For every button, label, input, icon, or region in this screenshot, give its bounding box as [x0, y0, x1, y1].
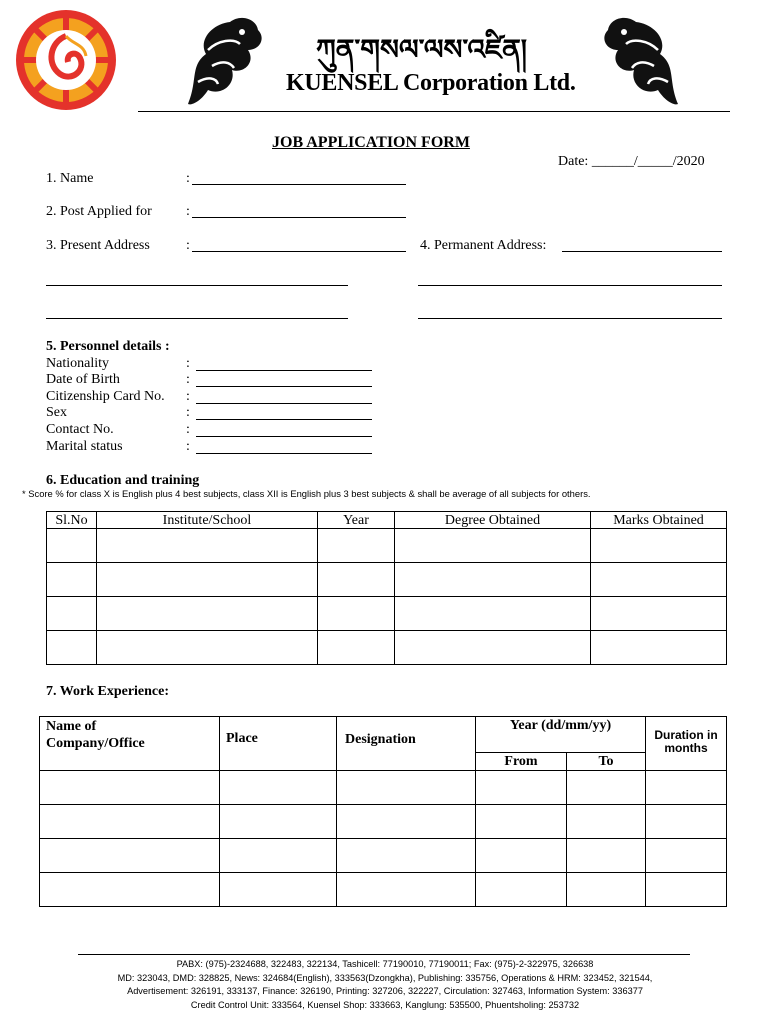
cid-field[interactable] [196, 403, 372, 404]
table-cell[interactable] [646, 805, 727, 839]
table-cell[interactable] [97, 529, 318, 563]
table-cell[interactable] [97, 563, 318, 597]
footer-line-4: Credit Control Unit: 333564, Kuensel Shop: 333663, Kanglung: 535500, Phuentsholing: 253732 [190, 999, 580, 1010]
table-cell[interactable] [318, 597, 395, 631]
sex-field[interactable] [196, 419, 372, 420]
header-divider [138, 111, 730, 112]
post-field[interactable] [192, 217, 406, 218]
name-colon: : [186, 171, 190, 186]
table-cell[interactable] [395, 597, 591, 631]
table-cell[interactable] [318, 563, 395, 597]
table-cell[interactable] [567, 805, 646, 839]
table-cell[interactable] [47, 631, 97, 665]
work-col-designation: Designation [337, 717, 476, 771]
footer-contacts [0, 958, 770, 1012]
table-cell[interactable] [476, 771, 567, 805]
sex-label: Sex [46, 405, 67, 420]
footer-line-2: MD: 323043, DMD: 328825, News: 324684(English), 333563(Dzongkha), Publishing: 335756, Operations & HRM: 323452, 321544, [117, 972, 653, 983]
contact-field[interactable] [196, 436, 372, 437]
work-col-company-line2: Company/Office [46, 736, 145, 751]
work-col-company [40, 717, 220, 771]
table-row [47, 563, 727, 597]
company-logo [14, 8, 118, 112]
table-cell[interactable] [97, 597, 318, 631]
table-cell[interactable] [97, 631, 318, 665]
table-cell[interactable] [40, 771, 220, 805]
dob-colon: : [186, 372, 190, 387]
work-col-year: Year (dd/mm/yy) [476, 717, 646, 753]
contact-label: Contact No. [46, 422, 114, 437]
tibetan-company-name: ཀུན་གསལ་ལས་འཛིན། [316, 33, 528, 66]
present-address-colon: : [186, 238, 190, 253]
cid-label: Citizenship Card No. [46, 389, 165, 404]
contact-colon: : [186, 422, 190, 437]
table-cell[interactable] [395, 529, 591, 563]
table-cell[interactable] [395, 631, 591, 665]
table-cell[interactable] [337, 839, 476, 873]
education-heading: 6. Education and training [46, 473, 200, 488]
table-cell[interactable] [47, 597, 97, 631]
dob-field[interactable] [196, 386, 372, 387]
table-cell[interactable] [646, 873, 727, 907]
permanent-address-field-3[interactable] [418, 318, 722, 319]
table-cell[interactable] [395, 563, 591, 597]
table-cell[interactable] [220, 771, 337, 805]
table-cell[interactable] [337, 771, 476, 805]
nationality-field[interactable] [196, 370, 372, 371]
present-address-field-1[interactable] [192, 251, 406, 252]
work-col-duration [646, 717, 727, 771]
footer-line-1: PABX: (975)-2324688, 322483, 322134, Tashicell: 77190010, 77190011; Fax: (975)-2-322975, 326638 [176, 959, 594, 969]
post-colon: : [186, 204, 190, 219]
permanent-address-field-2[interactable] [418, 285, 722, 286]
form-title: JOB APPLICATION FORM [272, 134, 470, 151]
table-cell[interactable] [591, 631, 727, 665]
sex-colon: : [186, 405, 190, 420]
table-cell[interactable] [40, 805, 220, 839]
education-col-slno: Sl.No [47, 512, 97, 529]
dragon-left-emblem [178, 10, 268, 108]
education-col-degree: Degree Obtained [395, 512, 591, 529]
present-address-field-2[interactable] [46, 285, 348, 286]
table-cell[interactable] [591, 597, 727, 631]
nationality-colon: : [186, 356, 190, 371]
company-name: KUENSEL Corporation Ltd. [286, 70, 576, 96]
work-heading: 7. Work Experience: [46, 684, 170, 699]
table-cell[interactable] [476, 873, 567, 907]
table-cell[interactable] [318, 631, 395, 665]
education-col-institute: Institute/School [97, 512, 318, 529]
table-row [47, 529, 727, 563]
footer-line-3: Advertisement: 326191, 333137, Finance: 326190, Printing: 327206, 322227, Circulation: 327463, Information System: 336377 [127, 986, 643, 996]
dragon-right-emblem [596, 10, 688, 108]
work-col-duration-line2: months [664, 740, 708, 755]
table-row [40, 771, 727, 805]
table-cell[interactable] [337, 873, 476, 907]
table-cell[interactable] [47, 563, 97, 597]
table-row [40, 805, 727, 839]
marital-label: Marital status [46, 439, 123, 454]
post-label: 2. Post Applied for [46, 204, 152, 219]
table-cell[interactable] [567, 771, 646, 805]
table-row [47, 597, 727, 631]
table-row [47, 631, 727, 665]
table-cell[interactable] [337, 805, 476, 839]
table-cell[interactable] [220, 873, 337, 907]
work-col-to: To [567, 753, 646, 771]
permanent-address-field-1[interactable] [562, 251, 722, 252]
footer-divider [78, 954, 690, 955]
education-col-year: Year [318, 512, 395, 529]
work-col-duration-line1: Duration in [654, 727, 718, 742]
dob-label: Date of Birth [46, 372, 120, 387]
table-cell[interactable] [591, 563, 727, 597]
work-col-from: From [476, 753, 567, 771]
name-field[interactable] [192, 184, 406, 185]
nationality-label: Nationality [46, 356, 109, 371]
marital-field[interactable] [196, 453, 372, 454]
table-cell[interactable] [567, 839, 646, 873]
table-row [40, 839, 727, 873]
cid-colon: : [186, 389, 190, 404]
date-field[interactable]: Date: ______/_____/2020 [558, 154, 705, 169]
table-cell[interactable] [318, 529, 395, 563]
table-cell[interactable] [40, 873, 220, 907]
table-cell[interactable] [220, 839, 337, 873]
table-cell[interactable] [220, 805, 337, 839]
table-cell[interactable] [47, 529, 97, 563]
table-cell[interactable] [567, 873, 646, 907]
permanent-address-label: 4. Permanent Address: [420, 238, 547, 253]
education-table [46, 511, 727, 665]
name-label: 1. Name [46, 171, 94, 186]
marital-colon: : [186, 439, 190, 454]
present-address-label: 3. Present Address [46, 238, 150, 253]
education-note: * Score % for class X is English plus 4 best subjects, class XII is English plus 3 best subjects & shall be average of all subjects for others. [22, 488, 591, 499]
work-col-company-line1: Name of [46, 719, 97, 734]
table-cell[interactable] [476, 805, 567, 839]
table-cell[interactable] [40, 839, 220, 873]
table-cell[interactable] [476, 839, 567, 873]
table-cell[interactable] [646, 771, 727, 805]
work-table [39, 716, 727, 907]
personnel-heading: 5. Personnel details : [46, 339, 170, 354]
work-col-place: Place [220, 717, 337, 771]
education-col-marks: Marks Obtained [591, 512, 727, 529]
table-cell[interactable] [591, 529, 727, 563]
table-row [40, 873, 727, 907]
table-cell[interactable] [646, 839, 727, 873]
present-address-field-3[interactable] [46, 318, 348, 319]
